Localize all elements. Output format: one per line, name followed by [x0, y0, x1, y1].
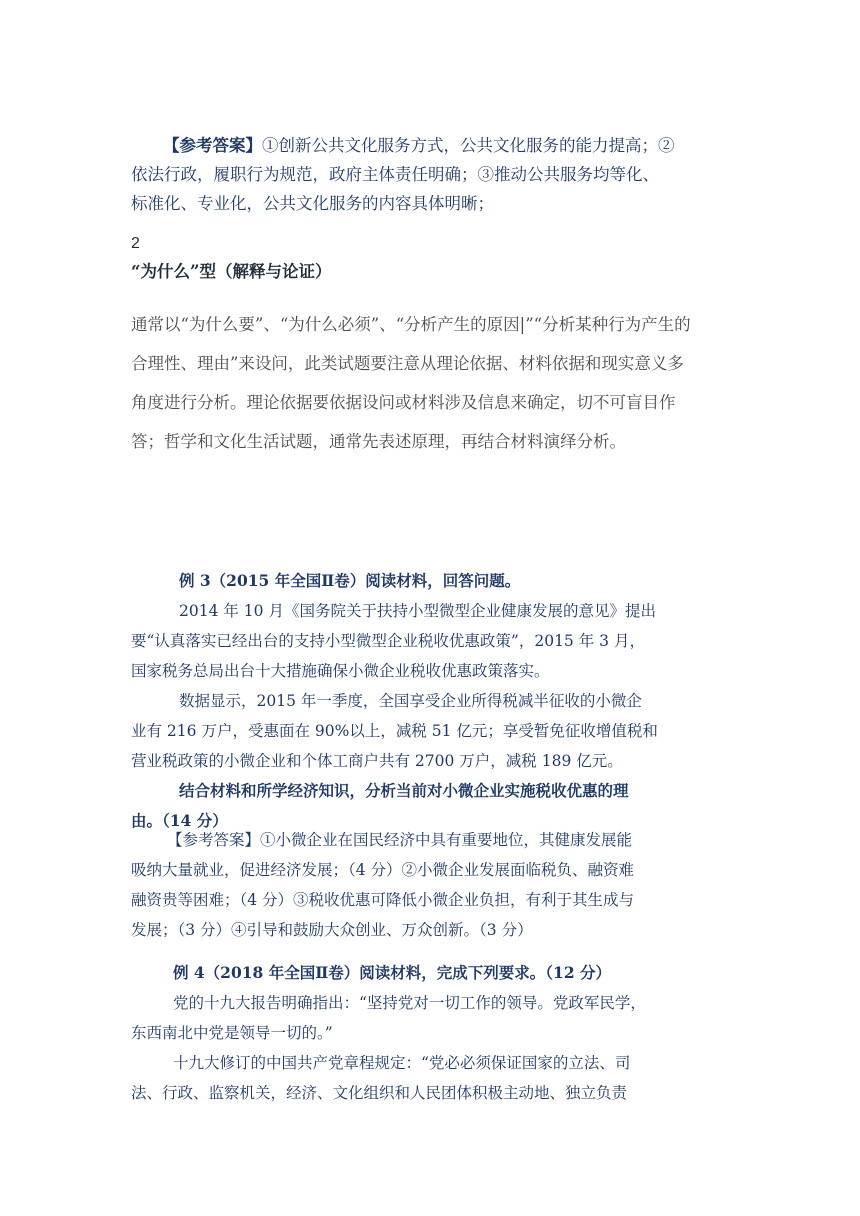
answer2-line: 发展；（3 分）④引导和鼓励大众创业、万众创新。（3 分）: [131, 921, 533, 939]
example4-material-line: 党的十九大报告明确指出：“坚持党对一切工作的领导。党政军民学，: [173, 994, 646, 1012]
example3-material-line: 国家税务总局出台十大措施确保小微企业税收优惠政策落实。: [131, 662, 550, 680]
intro-line: 角度进行分析。理论依据要依据设问或材料涉及信息来确定，切不可盲目作: [131, 393, 676, 412]
example3-heading: 例 3（2015 年全国Ⅱ卷）阅读材料，回答问题。: [179, 571, 521, 590]
answer1-line-2: 依法行政，履职行为规范，政府主体责任明确；③推动公共服务均等化、: [131, 165, 659, 184]
answer2-line: 【参考答案】①小微企业在国民经济中具有重要地位，其健康发展能: [167, 831, 633, 849]
example-3: [131, 566, 731, 836]
intro-line: 通常以“为什么要”、“为什么必须”、“分析产生的原因|”“分析某种行为产生的: [131, 315, 691, 334]
reference-answer-2: [131, 825, 731, 945]
intro-line: 答；哲学和文化生活试题，通常先表述原理，再结合材料演绎分析。: [131, 432, 626, 451]
example3-question: 结合材料和所学经济知识，分析当前对小微企业实施税收优惠的理: [179, 781, 629, 800]
answer-label: 【参考答案】: [163, 136, 262, 155]
example3-question-cont: 由。（14 分）: [131, 811, 228, 830]
answer1-line-3: 标准化、专业化，公共文化服务的内容具体明晰；: [131, 194, 494, 213]
example3-material-line: 业有 216 万户，受惠面在 90%以上，减税 51 亿元；享受暂免征收增值税和: [131, 722, 658, 740]
example3-material-line: 营业税政策的小微企业和个体工商户共有 2700 万户，减税 189 亿元。: [131, 752, 623, 770]
section-title: “为什么”型（解释与论证）: [131, 262, 332, 281]
answer2-line: 融资贵等困难；（4 分）③税收优惠可降低小微企业负担，有利于其生成与: [131, 891, 635, 909]
intro-line: 合理性、理由”来设问，此类试题要注意从理论依据、材料依据和现实意义多: [131, 354, 684, 373]
example-4: [131, 958, 731, 1108]
example4-material-line: 东西南北中党是领导一切的。”: [131, 1024, 333, 1042]
example3-material-line: 要“认真落实已经出台的支持小型微型企业税收优惠政策”，2015 年 3 月，: [131, 632, 645, 650]
example4-heading: 例 4（2018 年全国Ⅱ卷）阅读材料，完成下列要求。（12 分）: [173, 963, 611, 982]
intro-paragraph: [131, 305, 731, 461]
section-number: 2: [131, 235, 140, 252]
answer1-text-1: ①创新公共文化服务方式，公共文化服务的能力提高；②: [262, 136, 675, 155]
answer2-line: 吸纳大量就业，促进经济发展；（4 分）②小微企业发展面临税负、融资难: [131, 861, 635, 879]
answer1-line-1: [131, 131, 731, 160]
example3-material-line: 数据显示，2015 年一季度，全国享受企业所得税减半征收的小微企: [179, 692, 642, 710]
example3-material-line: 2014 年 10 月《国务院关于扶持小型微型企业健康发展的意见》提出: [179, 602, 656, 620]
example4-material-line: 十九大修订的中国共产党章程规定：“党必必须保证国家的立法、司: [173, 1054, 631, 1072]
reference-answer-1: [131, 131, 731, 218]
example4-material-line: 法、行政、监察机关，经济、文化组织和人民团体积极主动地、独立负责: [131, 1084, 628, 1102]
